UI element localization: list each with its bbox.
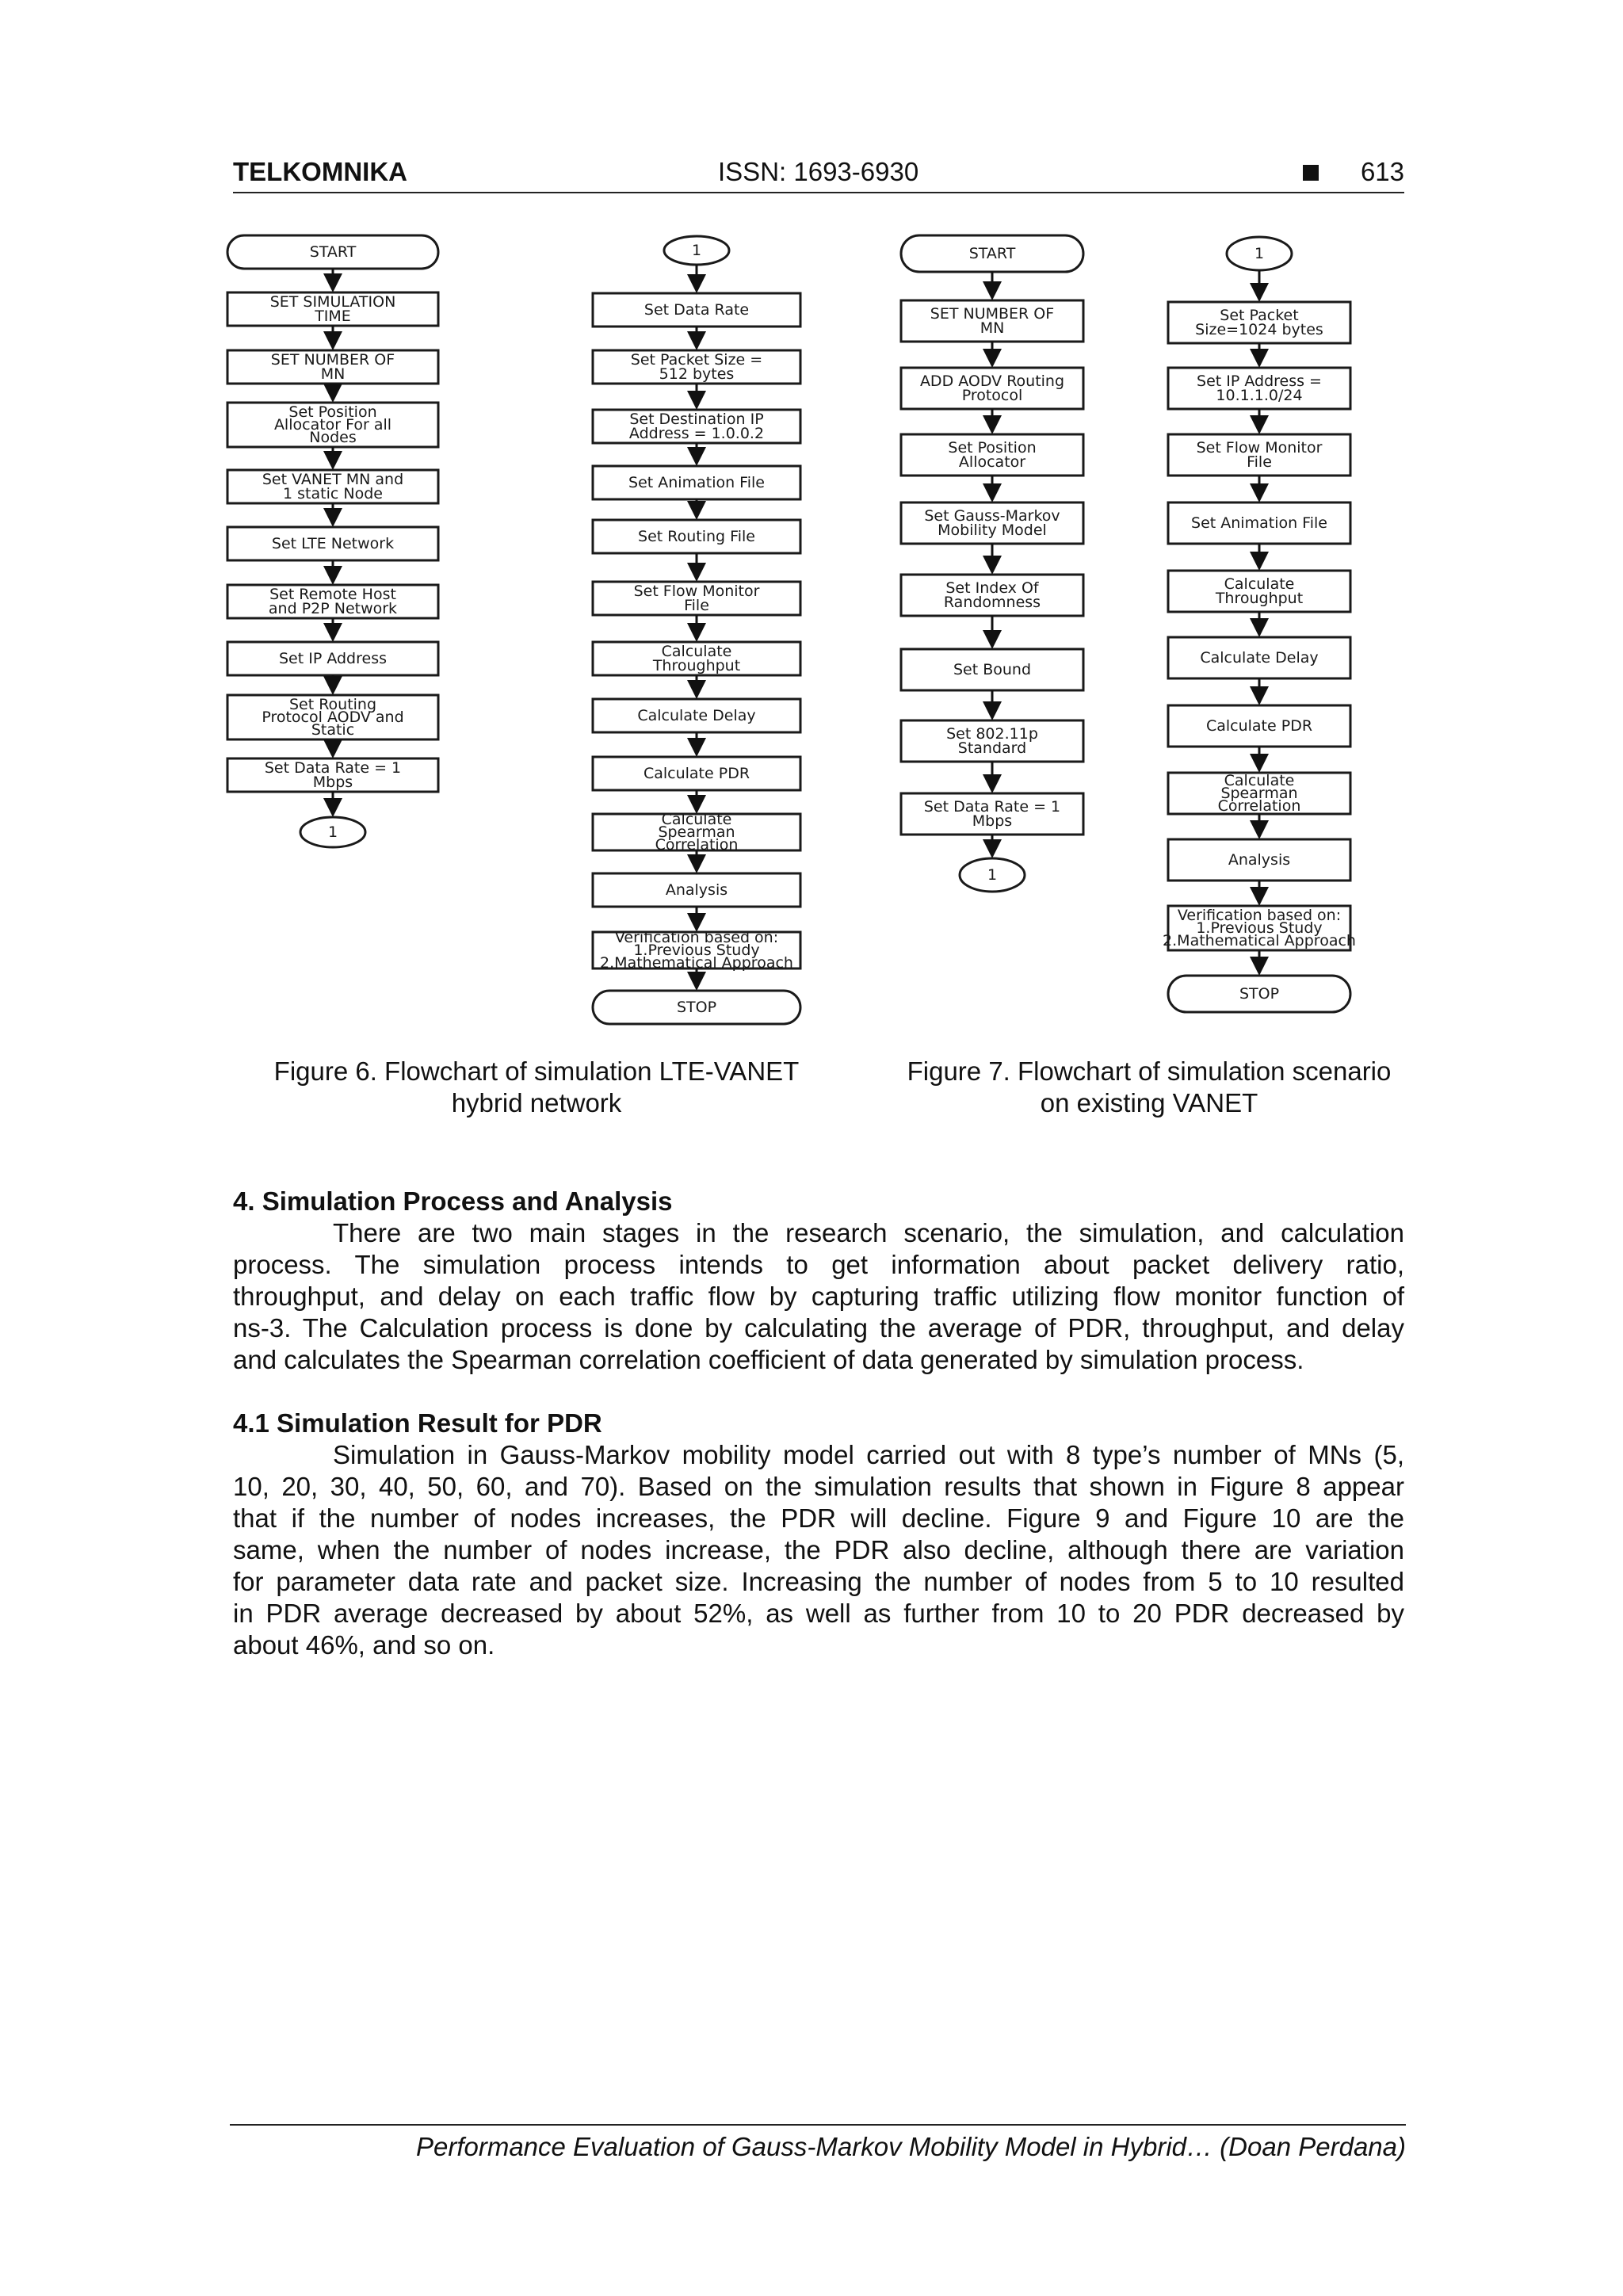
fig6-left-process-set-number-of-mn-label: SET NUMBER OF: [270, 351, 395, 369]
fig6-left-process-set-ip-address-label: Set IP Address: [278, 650, 388, 667]
fig6-right-process-set-destination-ip-address-1-0-0-label: Address = 1.0.0.2: [628, 425, 765, 442]
fig7-right-process-verification-based-on-1-previous-label: 2.Mathematical Approach: [1163, 932, 1356, 949]
paragraph-line: for parameter data rate and packet size. Increasing the number of nodes from 5 to 10 resulted: [233, 1567, 1404, 1596]
fig6-right-process-calculate-spearman-correlation: [593, 811, 800, 854]
fig6-right-process-set-flow-monitor-file-label: File: [684, 597, 709, 614]
fig7-right-terminator-stop: [1168, 976, 1350, 1012]
fig6-right-process-set-flow-monitor-file-label: Set Flow Monitor: [633, 583, 760, 600]
paragraph-line: that if the number of nodes increases, the PDR will decline. Figure 9 and Figure 10 are the: [233, 1503, 1404, 1533]
fig6-left-process-set-lte-network-label: Set LTE Network: [271, 535, 395, 552]
fig7-right-process-set-packet-size-1024-bytes: [1168, 302, 1350, 343]
paragraph-line: and calculates the Spearman correlation coefficient of data generated by simulation process.: [233, 1345, 1304, 1374]
fig7-right-process-set-packet-size-1024-bytes-label: Size=1024 bytes: [1195, 321, 1323, 338]
fig6-right-process-calculate-delay-label: Calculate Delay: [637, 707, 756, 724]
fig6-right-process-set-packet-size-512-bytes: [593, 350, 800, 384]
fig7-left-column: [901, 235, 1083, 892]
fig7-right-process-verification-based-on-1-previous-label: Verification based on:: [1177, 907, 1342, 924]
fig7-left-process-set-gauss-markov-mobility-model: [901, 502, 1083, 544]
fig7-right-process-calculate-spearman-correlation: [1168, 772, 1350, 815]
fig7-left-process-set-802-11p-standard-label: Set 802.11p: [946, 725, 1038, 743]
fig6-right-connector-1-label: 1: [691, 242, 702, 259]
fig6-left-connector-1-label: 1: [327, 823, 338, 841]
fig6-left-process-set-position-allocator-for-all-n-label: Allocator For all: [273, 416, 392, 434]
fig6-right-process-set-data-rate: [593, 293, 800, 327]
fig6-left-process-set-remote-host-and-p2p-network-label: Set Remote Host: [269, 586, 396, 603]
fig6-right-process-set-packet-size-512-bytes-label: Set Packet Size =: [630, 351, 763, 369]
fig7-right-process-set-flow-monitor-file-label: File: [1247, 453, 1272, 471]
page-number: 613: [1360, 157, 1404, 186]
fig7-right-process-set-animation-file-label: Set Animation File: [1191, 514, 1327, 532]
fig6-left-process-set-simulation-time: [227, 292, 438, 326]
fig7-right-process-set-flow-monitor-file: [1168, 434, 1350, 476]
flowcharts: [0, 0, 1623, 1054]
fig7-right-process-set-ip-address-10-1-1-0-24-label: Set IP Address =: [1197, 372, 1322, 390]
fig6-right-process-analysis-label: Analysis: [665, 881, 728, 899]
figure6-caption-line2: hybrid network: [451, 1088, 622, 1117]
fig6-left-process-set-number-of-mn-label: MN: [320, 365, 346, 383]
fig7-right-process-calculate-throughput-label: Calculate: [1224, 575, 1295, 593]
running-footer: [230, 2124, 1406, 2162]
fig6-right-process-set-flow-monitor-file: [593, 582, 800, 615]
fig6-left-column: [227, 235, 438, 847]
fig7-left-process-set-number-of-mn-label: SET NUMBER OF: [930, 305, 1055, 323]
fig6-left-process-set-routing-protocol-aodv-and-st-label: Set Routing: [288, 696, 377, 713]
fig6-right-process-verification-based-on-1-previous: [593, 929, 800, 972]
fig6-left-process-set-simulation-time-label: TIME: [315, 308, 351, 325]
fig6-right-process-calculate-throughput: [593, 642, 800, 675]
issn: ISSN: 1693-6930: [718, 157, 919, 186]
fig7-left-connector-1-label: 1: [987, 866, 998, 884]
fig7-left-terminator-start: [901, 235, 1083, 272]
fig6-right-process-verification-based-on-1-previous-label: 1.Previous Study: [633, 942, 760, 959]
fig6-left-process-set-remote-host-and-p2p-network: [227, 585, 438, 618]
fig7-right-process-set-packet-size-1024-bytes-label: Set Packet: [1220, 307, 1299, 324]
paragraph-line: There are two main stages in the research scenario, the simulation, and calculation: [333, 1218, 1404, 1247]
paragraph-line: process. The simulation process intends to get information about packet delivery ratio,: [233, 1250, 1404, 1279]
fig6-right-process-set-routing-file: [593, 520, 800, 553]
fig7-right-process-set-ip-address-10-1-1-0-24: [1168, 368, 1350, 409]
fig6-left-process-set-position-allocator-for-all-n-label: Set Position: [288, 403, 377, 421]
paragraph-line: Simulation in Gauss-Markov mobility model carried out with 8 type’s number of MNs (5,: [333, 1440, 1404, 1469]
fig7-right-process-calculate-throughput: [1168, 571, 1350, 612]
fig6-left-connector-1: [300, 817, 365, 847]
fig7-left-process-set-number-of-mn-label: MN: [980, 319, 1005, 337]
fig6-right-process-calculate-spearman-correlation-label: Spearman: [658, 823, 735, 841]
fig7-left-process-set-position-allocator: [901, 434, 1083, 476]
paragraph-line: same, when the number of nodes increase, the PDR also decline, although there are variation: [233, 1535, 1404, 1564]
fig6-left-process-set-routing-protocol-aodv-and-st: [227, 695, 438, 739]
fig7-left-process-add-aodv-routing-protocol-label: ADD AODV Routing: [919, 372, 1065, 390]
figure6-caption-line1: Figure 6. Flowchart of simulation LTE-VANET: [273, 1056, 800, 1086]
fig6-left-process-set-vanet-mn-and-1-static-node-label: Set VANET MN and: [262, 471, 404, 488]
fig7-right-terminator-stop-label: STOP: [1239, 985, 1280, 1003]
fig6-right-process-calculate-pdr: [593, 757, 800, 790]
fig7-left-process-add-aodv-routing-protocol-label: Protocol: [961, 387, 1023, 404]
fig6-right-process-set-animation-file-label: Set Animation File: [628, 474, 765, 491]
fig6-left-process-set-remote-host-and-p2p-network-label: and P2P Network: [268, 600, 398, 617]
fig6-right-process-set-packet-size-512-bytes-label: 512 bytes: [659, 365, 735, 383]
fig6-left-process-set-vanet-mn-and-1-static-node: [227, 470, 438, 503]
fig7-left-process-set-802-11p-standard-label: Standard: [957, 739, 1027, 757]
fig7-left-terminator-start-label: START: [968, 245, 1016, 262]
section-4-1: [233, 1408, 1404, 1661]
fig6-left-process-set-vanet-mn-and-1-static-node-label: 1 static Node: [283, 485, 383, 502]
fig6-left-terminator-start-label: START: [309, 243, 357, 261]
fig7-left-process-set-number-of-mn: [901, 300, 1083, 342]
fig7-left-process-set-bound-label: Set Bound: [953, 661, 1032, 678]
fig6-right-process-calculate-throughput-label: Throughput: [652, 657, 741, 674]
fig6-left-process-set-routing-protocol-aodv-and-st-label: Static: [311, 721, 355, 739]
fig7-left-process-set-data-rate-1-mbps: [901, 793, 1083, 835]
fig7-left-process-set-index-of-randomness-label: Randomness: [943, 594, 1041, 611]
fig7-left-process-set-data-rate-1-mbps-label: Mbps: [972, 812, 1013, 830]
fig6-left-process-set-position-allocator-for-all-n-label: Nodes: [309, 429, 357, 446]
fig7-right-process-calculate-pdr: [1168, 705, 1350, 747]
figure6-caption: [238, 1056, 835, 1119]
fig7-right-column: [1163, 237, 1356, 1012]
fig6-right-process-set-routing-file-label: Set Routing File: [638, 528, 755, 545]
fig7-right-process-calculate-delay: [1168, 637, 1350, 678]
fig7-right-process-verification-based-on-1-previous-label: 1.Previous Study: [1196, 919, 1323, 937]
fig6-right-process-set-data-rate-label: Set Data Rate: [643, 301, 750, 319]
fig7-left-process-set-802-11p-standard: [901, 720, 1083, 762]
paragraph-line: ns-3. The Calculation process is done by calculating the average of PDR, throughput, and delay: [233, 1313, 1404, 1343]
fig7-left-process-set-position-allocator-label: Set Position: [948, 439, 1037, 457]
fig6-left-terminator-start: [227, 235, 438, 269]
fig6-right-connector-1: [664, 236, 729, 265]
fig6-left-process-set-data-rate-1-mbps-label: Set Data Rate = 1: [264, 759, 402, 777]
fig6-left-process-set-data-rate-1-mbps: [227, 758, 438, 792]
fig6-right-process-calculate-delay: [593, 699, 800, 732]
fig6-right-process-calculate-spearman-correlation-label: Correlation: [655, 836, 739, 854]
fig7-left-process-set-index-of-randomness: [901, 575, 1083, 616]
fig7-right-process-calculate-spearman-correlation-label: Calculate: [1224, 772, 1295, 789]
fig7-right-process-calculate-spearman-correlation-label: Spearman: [1220, 785, 1298, 802]
fig6-left-process-set-position-allocator-for-all-n: [227, 403, 438, 447]
fig7-left-process-set-gauss-markov-mobility-model-label: Mobility Model: [938, 521, 1047, 539]
paragraph-line: in PDR average decreased by about 52%, as well as further from 10 to 20 PDR decreased by: [233, 1599, 1404, 1628]
fig6-right-process-calculate-pdr-label: Calculate PDR: [643, 765, 750, 782]
section-4-paragraph: [233, 1217, 1404, 1376]
fig7-right-process-analysis-label: Analysis: [1228, 851, 1291, 869]
fig7-left-connector-1: [960, 858, 1025, 892]
section-4: [233, 1186, 1404, 1376]
fig7-left-process-set-gauss-markov-mobility-model-label: Set Gauss-Markov: [924, 507, 1060, 525]
section-4-1-heading: 4.1 Simulation Result for PDR: [233, 1408, 602, 1438]
section-4-1-paragraph: [233, 1439, 1404, 1661]
fig7-left-process-add-aodv-routing-protocol: [901, 368, 1083, 409]
fig6-right-process-calculate-spearman-correlation-label: Calculate: [661, 811, 732, 828]
fig6-right-column: [593, 236, 800, 1024]
fig7-left-process-set-data-rate-1-mbps-label: Set Data Rate = 1: [923, 798, 1061, 816]
footer-text: Performance Evaluation of Gauss-Markov Mobility Model in Hybrid… (Doan Perdana): [415, 2132, 1406, 2161]
fig6-left-process-set-ip-address: [227, 642, 438, 675]
fig7-right-process-set-animation-file: [1168, 502, 1350, 544]
fig6-left-process-set-routing-protocol-aodv-and-st-label: Protocol AODV and: [262, 709, 404, 726]
fig7-right-connector-1-label: 1: [1254, 245, 1265, 262]
paragraph-line: throughput, and delay on each traffic flow by capturing traffic utilizing flow monitor function of: [233, 1282, 1404, 1311]
fig6-right-process-analysis: [593, 873, 800, 907]
fig6-right-process-set-animation-file: [593, 466, 800, 499]
fig6-right-process-set-destination-ip-address-1-0-0-label: Set Destination IP: [629, 411, 764, 428]
fig6-left-process-set-lte-network: [227, 527, 438, 560]
paragraph-line: about 46%, and so on.: [233, 1630, 495, 1660]
fig6-left-process-set-number-of-mn: [227, 350, 438, 384]
fig7-right-process-calculate-delay-label: Calculate Delay: [1200, 649, 1319, 667]
fig7-right-process-set-flow-monitor-file-label: Set Flow Monitor: [1196, 439, 1323, 457]
fig7-right-connector-1: [1227, 237, 1292, 270]
fig6-right-process-calculate-throughput-label: Calculate: [661, 643, 732, 660]
paragraph-line: 10, 20, 30, 40, 50, 60, and 70). Based on the simulation results that shown in Figure 8 appear: [233, 1472, 1404, 1501]
fig6-right-terminator-stop: [593, 991, 800, 1024]
fig7-right-process-set-ip-address-10-1-1-0-24-label: 10.1.1.0/24: [1216, 387, 1303, 404]
figure7-caption-line1: Figure 7. Flowchart of simulation scenario: [907, 1056, 1392, 1086]
fig6-right-process-verification-based-on-1-previous-label: Verification based on:: [614, 929, 779, 946]
journal-name: TELKOMNIKA: [233, 157, 407, 186]
fig6-right-process-set-destination-ip-address-1-0-0: [593, 410, 800, 443]
fig7-right-process-analysis: [1168, 839, 1350, 881]
fig6-left-process-set-data-rate-1-mbps-label: Mbps: [312, 774, 353, 791]
fig6-right-process-verification-based-on-1-previous-label: 2.Mathematical Approach: [600, 954, 793, 972]
fig7-left-process-set-bound: [901, 649, 1083, 690]
figure7-caption-line2: on existing VANET: [1040, 1088, 1258, 1117]
fig7-right-process-verification-based-on-1-previous: [1163, 906, 1356, 950]
fig7-right-process-calculate-throughput-label: Throughput: [1215, 590, 1304, 607]
fig7-right-process-calculate-pdr-label: Calculate PDR: [1205, 717, 1313, 735]
fig7-left-process-set-position-allocator-label: Allocator: [958, 453, 1026, 471]
figure7-caption: [872, 1056, 1426, 1119]
fig7-right-process-calculate-spearman-correlation-label: Correlation: [1217, 797, 1301, 815]
fig7-left-process-set-index-of-randomness-label: Set Index Of: [945, 579, 1039, 597]
section-4-heading: 4. Simulation Process and Analysis: [233, 1186, 673, 1216]
fig6-left-process-set-simulation-time-label: SET SIMULATION: [269, 293, 396, 311]
fig6-right-terminator-stop-label: STOP: [676, 999, 717, 1016]
